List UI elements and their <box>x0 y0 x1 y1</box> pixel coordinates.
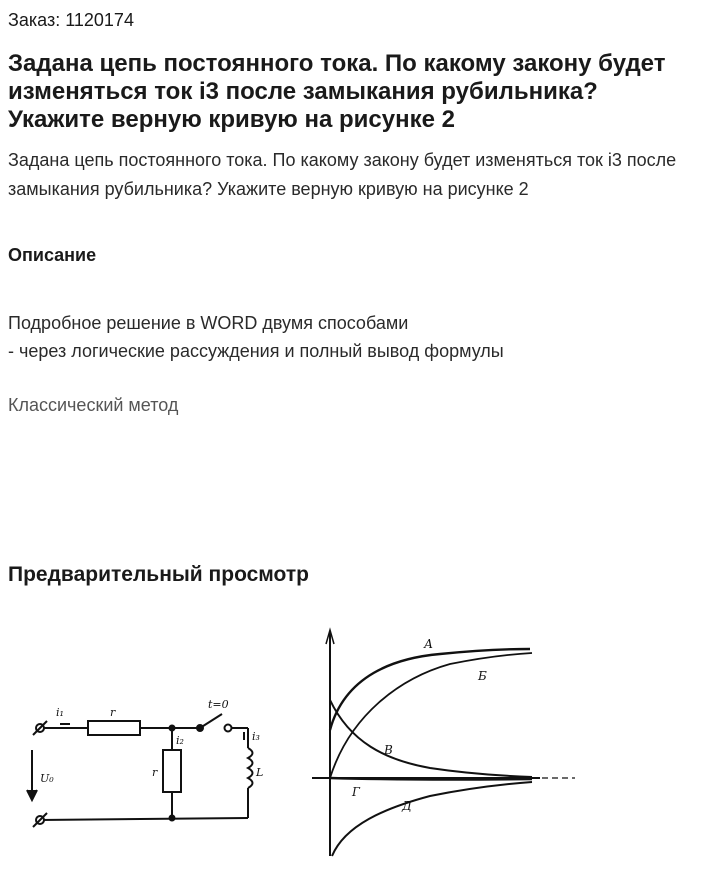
method-text: Классический метод <box>8 395 179 415</box>
description-heading: Описание <box>8 245 97 265</box>
preview-heading: Предварительный просмотр <box>8 563 309 586</box>
description-line-1: Подробное решение в WORD двумя способами <box>8 313 409 333</box>
curve-labels <box>351 637 487 813</box>
preview-image <box>0 620 701 880</box>
label-r-top: r <box>110 706 116 719</box>
curves-graph <box>312 630 575 856</box>
curve-b <box>330 653 532 778</box>
order-number: Заказ: 1120174 <box>8 10 134 30</box>
curve-label-g: Г <box>352 785 360 799</box>
question-text: Задана цепь постоянного тока. По какому закону будет изменяться ток i3 после замыкания рубильника? Укажите верную кривую на рисунке 2 <box>8 150 677 199</box>
label-L: L <box>256 766 264 779</box>
label-i2: i₂ <box>176 734 184 747</box>
inductor <box>248 748 253 788</box>
curve-label-a: А <box>424 637 434 651</box>
curve-v <box>330 700 532 777</box>
label-switch: t=0 <box>208 698 229 711</box>
resistor-middle <box>163 750 181 792</box>
curve-label-d: Д <box>402 799 412 813</box>
description-body <box>8 309 688 365</box>
label-r-middle: r <box>152 766 158 779</box>
curve-d <box>332 782 532 856</box>
label-i1: i₁ <box>56 706 64 719</box>
label-i3: i₃ <box>252 730 260 743</box>
description-line-2: - через логические рассуждения и полный вывод формулы <box>8 341 504 361</box>
circuit-and-curves-figure <box>0 620 701 880</box>
curve-label-b: Б <box>478 669 487 683</box>
page-title: Задана цепь постоянного тока. По какому закону будет изменяться ток i3 после замыкания рубильника? Укажите верную кривую на рисунке 2 <box>8 50 666 133</box>
resistor-top <box>88 721 140 735</box>
curve-label-v: В <box>384 743 393 757</box>
circuit-diagram <box>27 714 253 827</box>
curve-a <box>330 649 530 730</box>
label-U0: U₀ <box>40 772 54 785</box>
circuit-labels <box>40 698 263 785</box>
